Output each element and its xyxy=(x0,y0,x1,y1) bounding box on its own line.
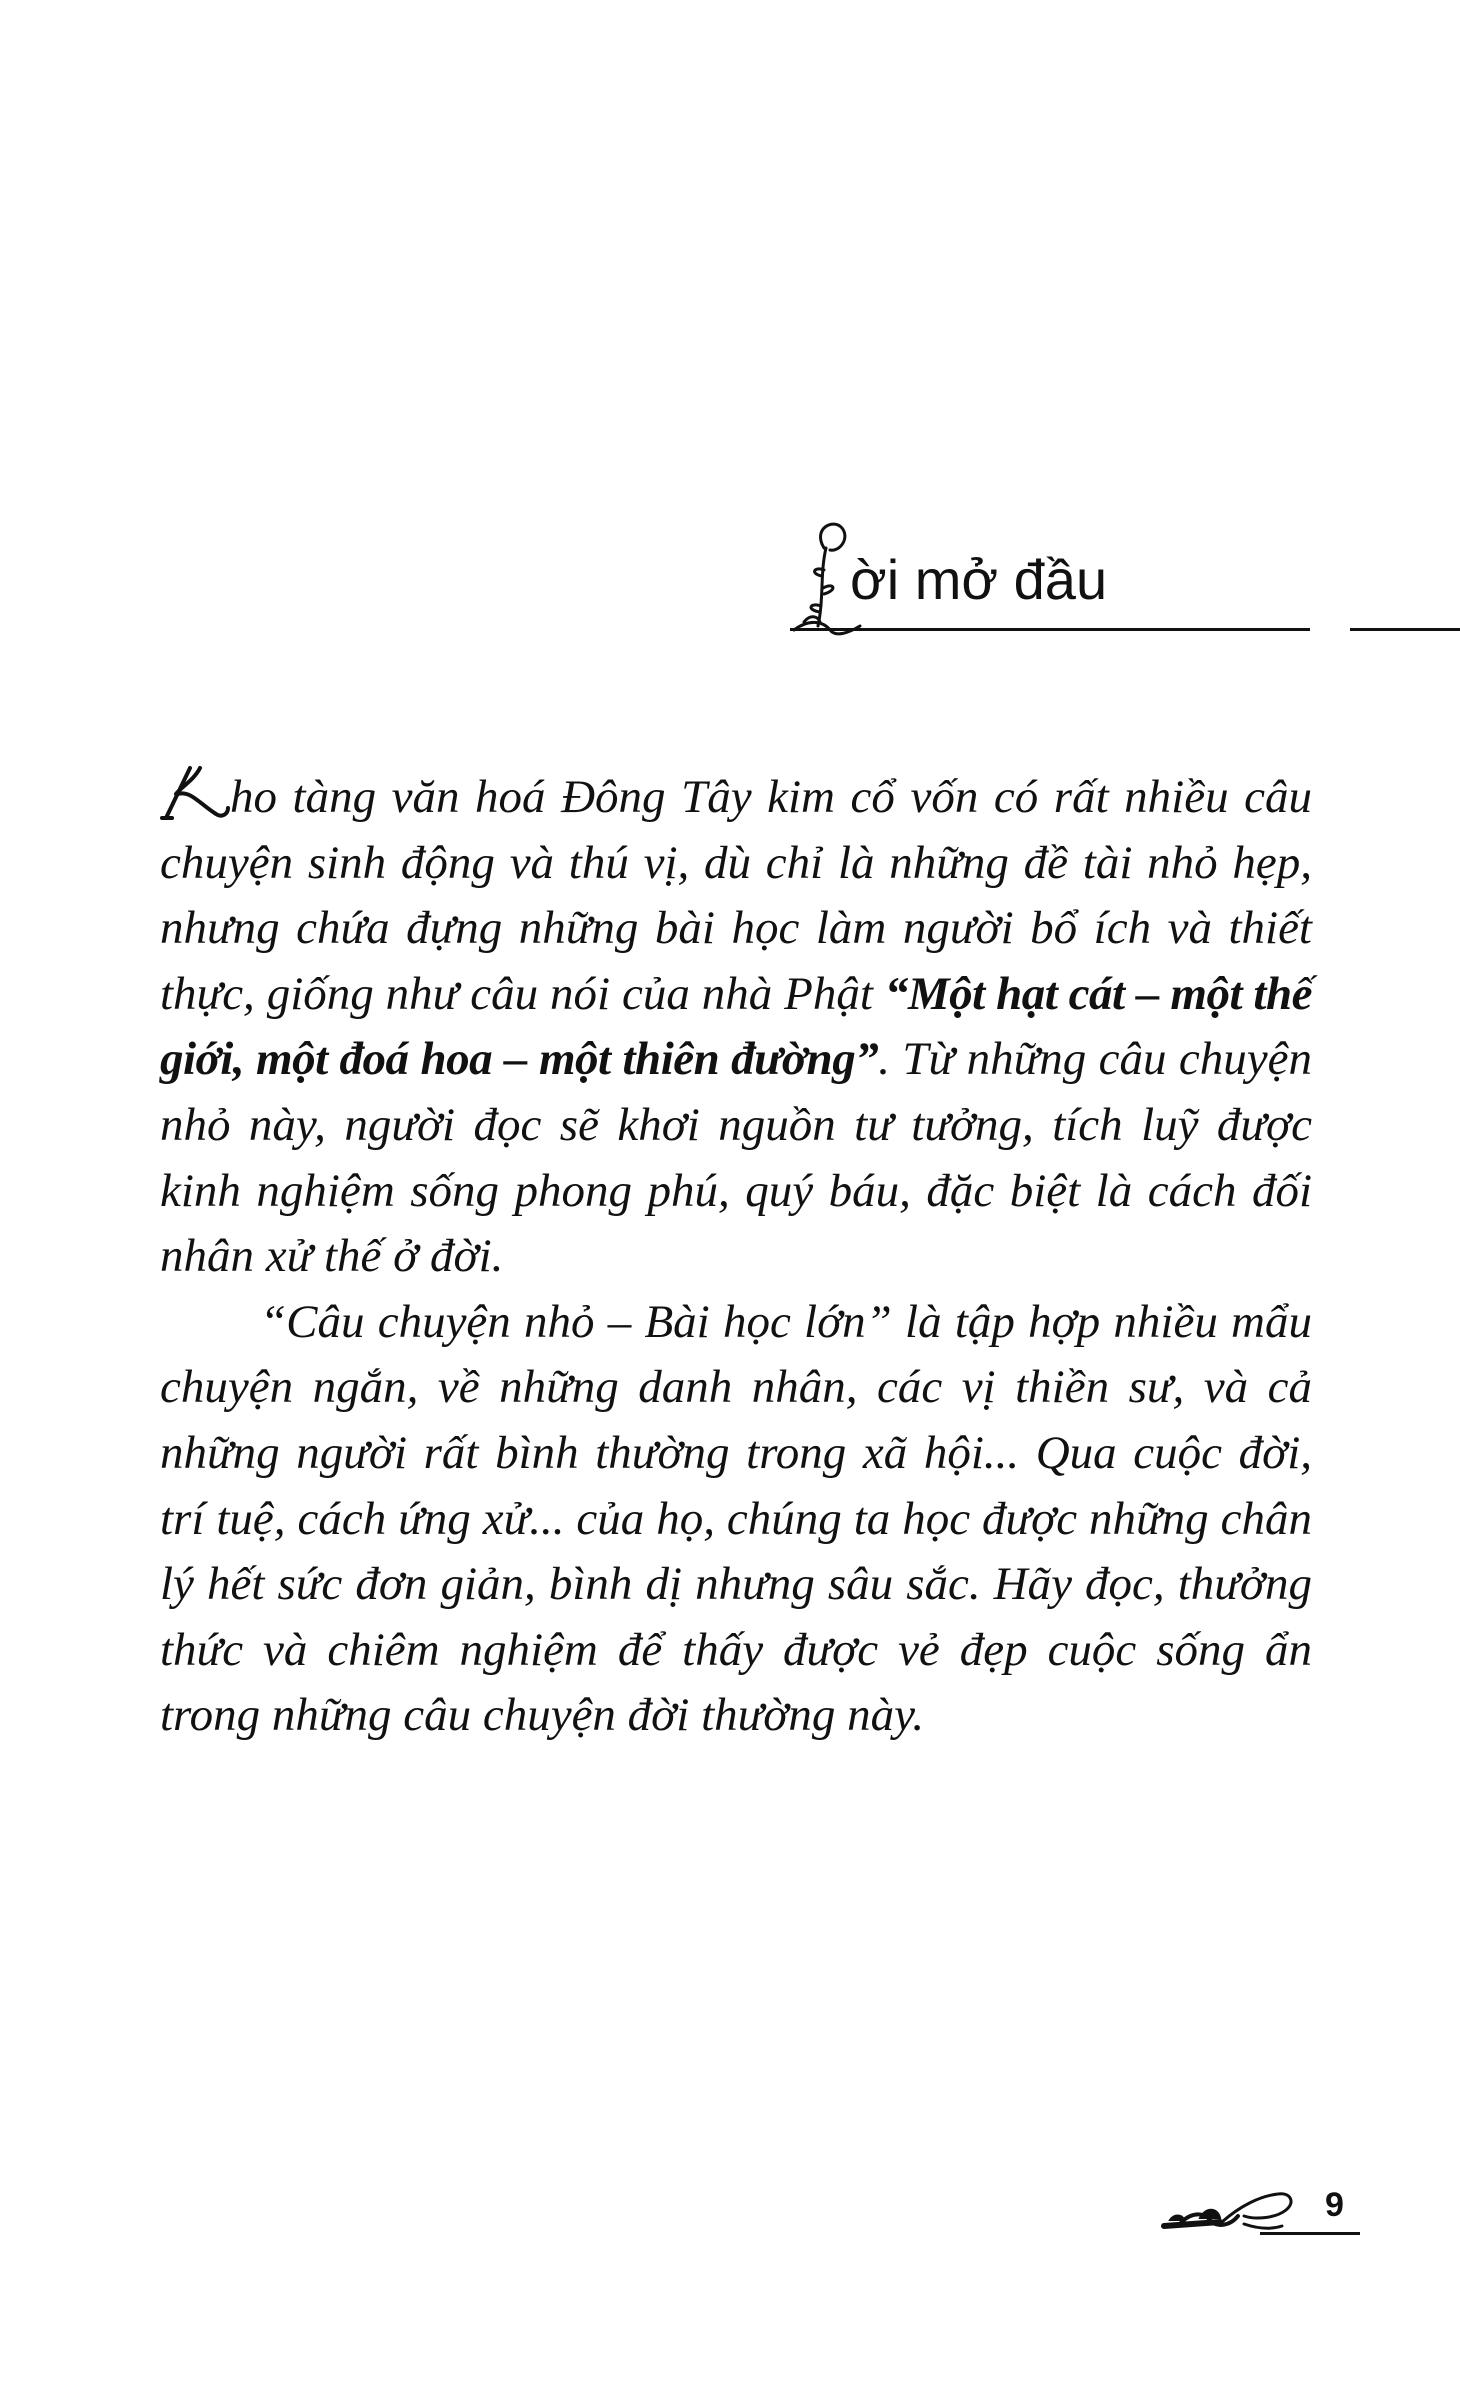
decorative-initial-k xyxy=(160,764,232,822)
paragraph-2: “Câu chuyện nhỏ – Bài học lớn” là tập hợp nhiều mẩu chuyện ngắn, về những danh nhân, các vị thiền sư, và cả những người rất bình thường trong xã hội... Qua cuộc đời, trí tuệ, cách ứng xử... của họ, chúng ta học được những chân lý hết sức đơn giản, bình dị nhưng sâu sắc. Hãy đọc, thưởng thức và chiêm nghiệm để thấy được vẻ đẹp cuộc sống ẩn trong những câu chuyện đời thường này. xyxy=(160,1295,1312,1742)
heading-initial-letter: L xyxy=(790,518,791,519)
body-text xyxy=(160,764,1312,1749)
paragraph-1-text-after: . Từ những câu chuyện nhỏ này, người đọc sẽ khơi nguồn tư tưởng, tích luỹ được kinh nghiệm sống phong phú, quý báu, đặc biệt là cách đối nhân xử thế ở đời. xyxy=(160,1033,1312,1283)
page-footer xyxy=(1160,2176,1360,2246)
paragraph-1 xyxy=(160,764,1312,1290)
footer-ornament-icon xyxy=(1160,2176,1310,2238)
heading-title: ời mở đầu xyxy=(850,548,1108,611)
drop-initial-letter: K xyxy=(160,764,161,765)
page-number: 9 xyxy=(1325,2186,1344,2224)
heading-underline xyxy=(790,628,1310,631)
chapter-heading xyxy=(790,500,1460,640)
paragraph-1-text-before: ho tàng văn hoá Đông Tây kim cổ vốn có rất nhiều câu chuyện sinh động và thú vị, dù chỉ là những đề tài nhỏ hẹp, nhưng chứa đựng những bài học làm người bổ ích và thiết thực, giống như câu nói của nhà Phật xyxy=(160,771,1312,1020)
buddhist-quote: “Một hạt cát – một thế giới, một đoá hoa – một thiên đường” xyxy=(160,967,1312,1086)
footer-underline xyxy=(1260,2232,1360,2235)
heading-underline-extension xyxy=(1350,628,1460,631)
